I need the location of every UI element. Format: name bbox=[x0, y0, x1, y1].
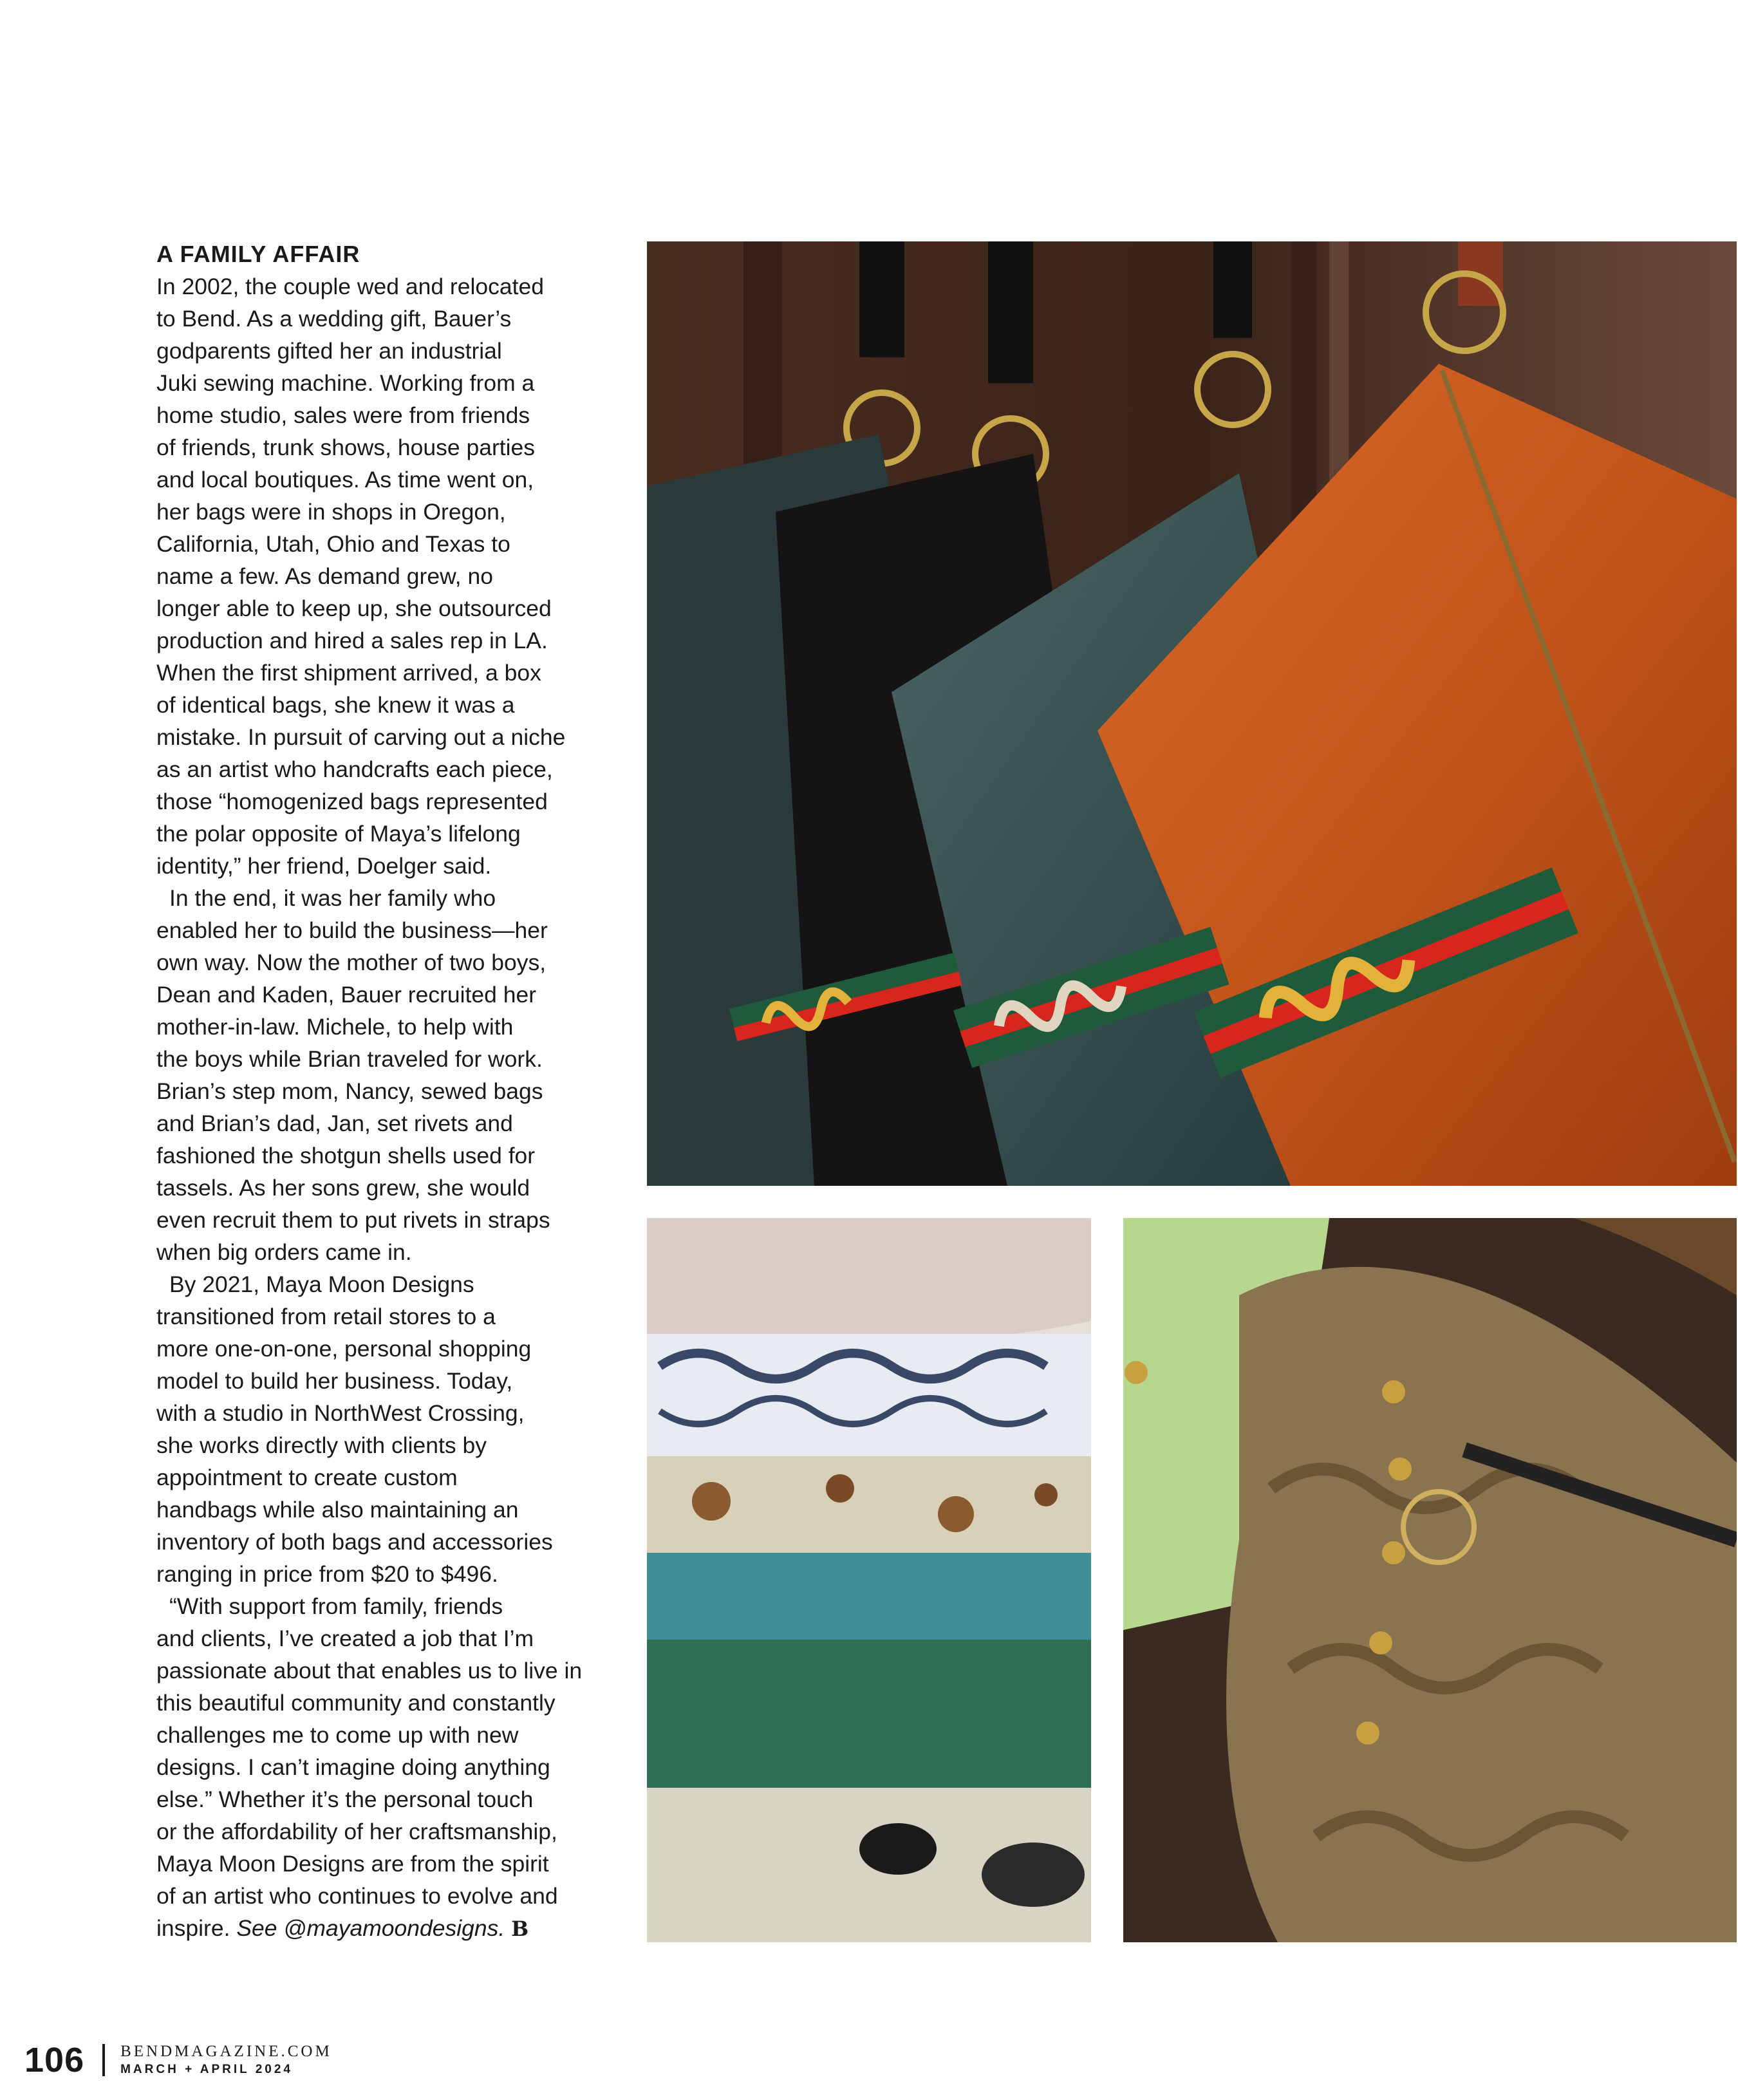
article-line: transitioned from retail stores to a bbox=[156, 1304, 496, 1329]
article-line: model to build her business. Today, bbox=[156, 1368, 513, 1394]
article-line: name a few. As demand grew, no bbox=[156, 563, 493, 589]
article-line: fashioned the shotgun shells used for bbox=[156, 1143, 536, 1168]
article-line: this beautiful community and constantly bbox=[156, 1690, 556, 1716]
article-line: longer able to keep up, she outsourced bbox=[156, 595, 552, 621]
article-line: ranging in price from $20 to $496. bbox=[156, 1561, 498, 1587]
article-line: appointment to create custom bbox=[156, 1465, 458, 1490]
article-line: she works directly with clients by bbox=[156, 1432, 487, 1458]
article-line: By 2021, Maya Moon Designs bbox=[169, 1271, 474, 1297]
article-line: and local boutiques. As time went on, bbox=[156, 467, 534, 492]
article-paragraph bbox=[156, 1268, 620, 1590]
article-line: mistake. In pursuit of carving out a niche bbox=[156, 724, 566, 750]
article-line: else.” Whether it’s the personal touch bbox=[156, 1786, 534, 1812]
issue-date: MARCH + APRIL 2024 bbox=[120, 2063, 293, 2076]
article-line: when big orders came in. bbox=[156, 1239, 412, 1265]
article-line: Juki sewing machine. Working from a bbox=[156, 370, 535, 396]
article-line: passionate about that enables us to live in bbox=[156, 1658, 583, 1683]
article-line: godparents gifted her an industrial bbox=[156, 338, 502, 364]
hanging-bags-photo bbox=[647, 241, 1737, 1186]
article-line: home studio, sales were from friends bbox=[156, 402, 530, 428]
article-line: production and hired a sales rep in LA. bbox=[156, 628, 548, 653]
article-line: challenges me to come up with new bbox=[156, 1722, 519, 1748]
article-paragraph bbox=[156, 270, 620, 882]
article-line: the polar opposite of Maya’s lifelong bbox=[156, 821, 521, 847]
article-line: and Brian’s dad, Jan, set rivets and bbox=[156, 1111, 513, 1136]
end-mark-logo: B bbox=[511, 1917, 529, 1941]
page-number: 106 bbox=[24, 2041, 85, 2079]
article-line: Dean and Kaden, Bauer recruited her bbox=[156, 982, 537, 1008]
article-line: to Bend. As a wedding gift, Bauer’s bbox=[156, 306, 512, 332]
article-paragraph bbox=[156, 882, 620, 1268]
article-line: those “homogenized bags represented bbox=[156, 789, 548, 814]
article-line: of identical bags, she knew it was a bbox=[156, 692, 515, 718]
article-line: of an artist who continues to evolve and bbox=[156, 1883, 558, 1909]
article-line: with a studio in NorthWest Crossing, bbox=[156, 1400, 525, 1426]
article-line: Brian’s step mom, Nancy, sewed bags bbox=[156, 1078, 543, 1104]
footer-divider bbox=[102, 2044, 105, 2076]
article-line: mother-in-law. Michele, to help with bbox=[156, 1014, 514, 1040]
article-line: the boys while Brian traveled for work. bbox=[156, 1046, 543, 1072]
article-line: her bags were in shops in Oregon, bbox=[156, 499, 506, 525]
article-line: handbags while also maintaining an bbox=[156, 1497, 519, 1523]
article-line: and clients, I’ve created a job that I’m bbox=[156, 1626, 534, 1651]
article-paragraph bbox=[156, 1590, 620, 1945]
article-line: tassels. As her sons grew, she would bbox=[156, 1175, 530, 1201]
article-line: own way. Now the mother of two boys, bbox=[156, 950, 547, 975]
article-line: “With support from family, friends bbox=[169, 1593, 503, 1619]
article-line: In the end, it was her family who bbox=[169, 885, 496, 911]
article-body bbox=[156, 270, 620, 1945]
last-line-text: inspire. bbox=[156, 1915, 230, 1941]
article-line: In 2002, the couple wed and relocated bbox=[156, 274, 544, 299]
article-line: Maya Moon Designs are from the spirit bbox=[156, 1851, 549, 1877]
article-line: even recruit them to put rivets in straps bbox=[156, 1207, 550, 1233]
publication-info bbox=[120, 2042, 332, 2078]
article-line: enabled her to build the business—her bbox=[156, 917, 548, 943]
article-last-line bbox=[156, 1912, 620, 1945]
article-line: inventory of both bags and accessories bbox=[156, 1529, 553, 1555]
article-line: more one-on-one, personal shopping bbox=[156, 1336, 532, 1362]
article-line: of friends, trunk shows, house parties bbox=[156, 435, 536, 460]
article-line: California, Utah, Ohio and Texas to bbox=[156, 531, 510, 557]
article-line: or the affordability of her craftsmanship, bbox=[156, 1819, 557, 1844]
page-footer bbox=[24, 2034, 332, 2086]
article-column bbox=[156, 238, 620, 1945]
magazine-website: BENDMAGAZINE.COM bbox=[120, 2043, 332, 2060]
article-line: as an artist who handcrafts each piece, bbox=[156, 756, 553, 782]
embossed-suede-bag-photo bbox=[1123, 1218, 1737, 1942]
article-line: When the first shipment arrived, a box bbox=[156, 660, 541, 686]
instagram-handle: See @mayamoondesigns. bbox=[236, 1915, 505, 1941]
article-line: identity,” her friend, Doelger said. bbox=[156, 853, 492, 879]
article-line: designs. I can’t imagine doing anything bbox=[156, 1754, 550, 1780]
stacked-leather-photo bbox=[647, 1218, 1091, 1942]
section-headline: A FAMILY AFFAIR bbox=[156, 241, 360, 267]
